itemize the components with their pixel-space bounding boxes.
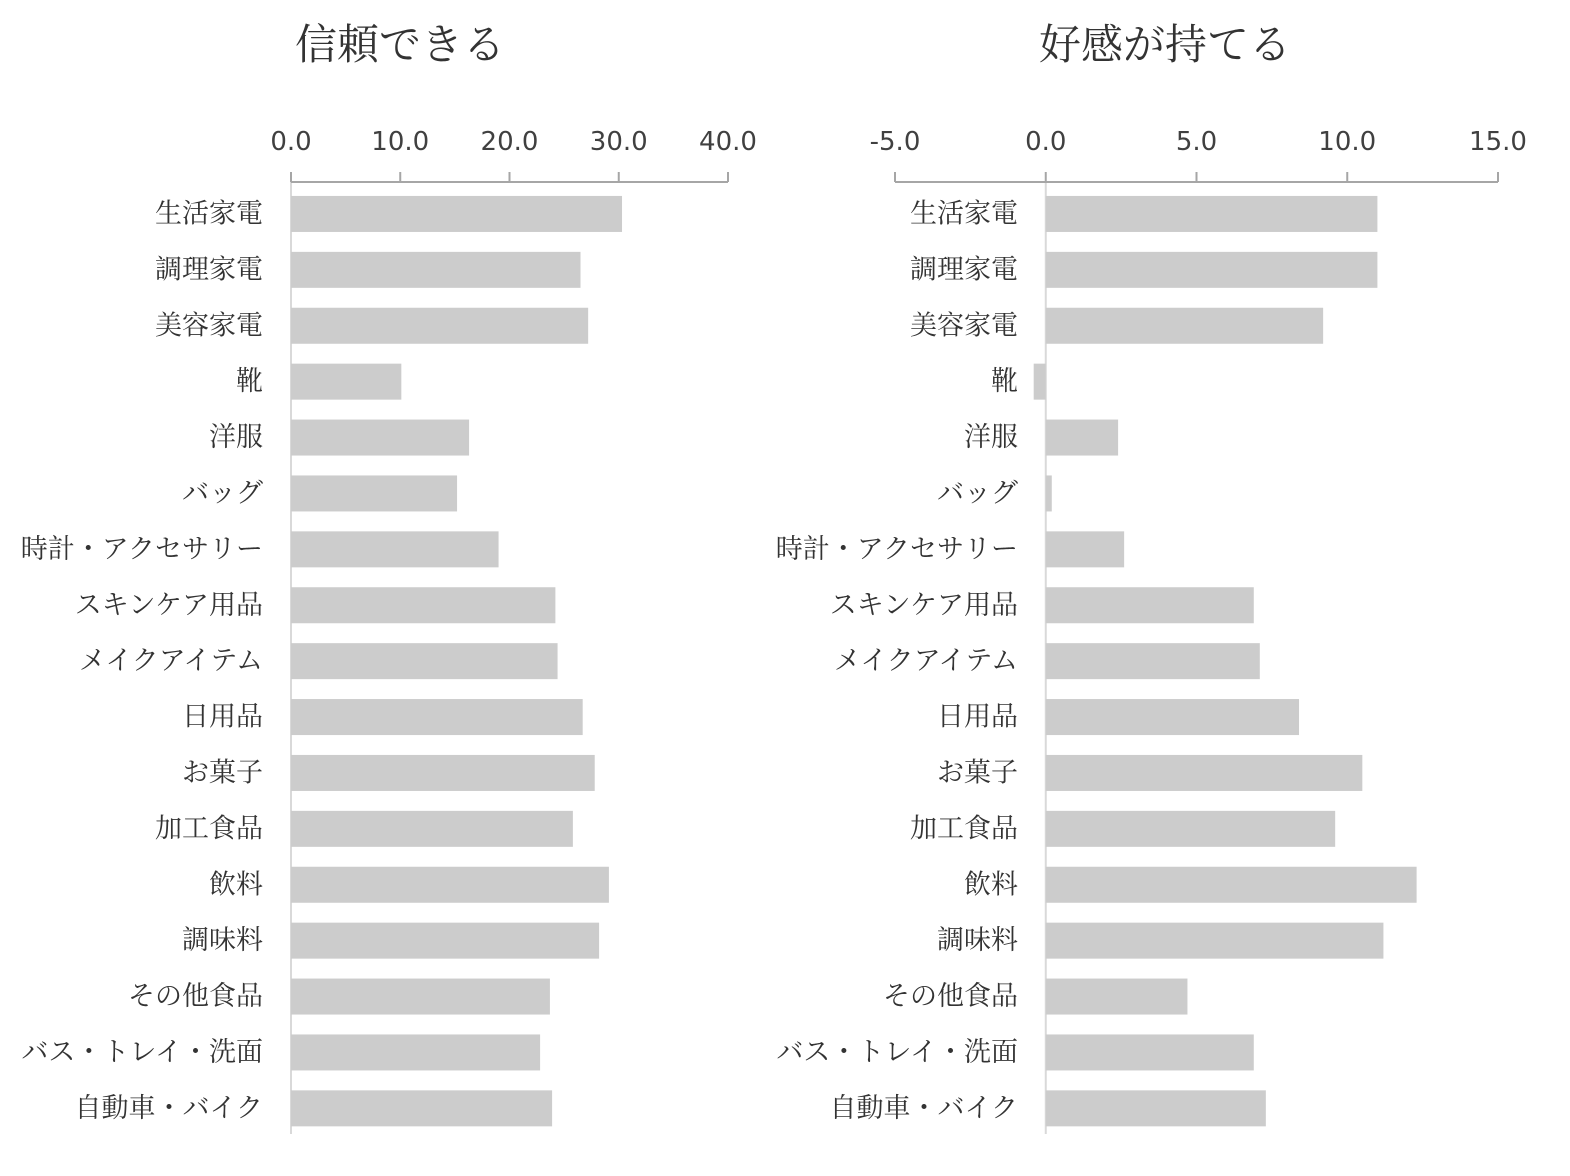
category-label: バス・トレイ・洗面 (21, 1036, 263, 1068)
chart-favorable (775, 0, 1570, 1176)
bar (1046, 196, 1378, 232)
category-label: メイクアイテム (833, 645, 1018, 677)
bar (1046, 1090, 1266, 1126)
bar (1046, 587, 1254, 623)
bar (291, 979, 550, 1015)
x-tick-label: 0.0 (1025, 127, 1067, 157)
category-label: バス・トレイ・洗面 (776, 1036, 1018, 1068)
category-label: 加工食品 (910, 813, 1018, 845)
bar (1046, 867, 1417, 903)
bar (291, 308, 588, 344)
category-label: 靴 (236, 366, 263, 398)
chart-plot (0, 0, 780, 1176)
bar (1046, 699, 1299, 735)
category-label: 生活家電 (910, 198, 1018, 230)
x-tick-label: 20.0 (480, 127, 539, 157)
bar (1046, 252, 1378, 288)
category-label: 加工食品 (155, 813, 263, 845)
category-label: スキンケア用品 (74, 589, 263, 621)
category-label: 日用品 (937, 701, 1018, 733)
category-label: お菓子 (937, 757, 1018, 789)
category-label: その他食品 (128, 981, 263, 1013)
category-label: 自動車・バイク (829, 1092, 1018, 1124)
chart-title: 信頼できる (294, 20, 505, 69)
category-label: 自動車・バイク (74, 1092, 263, 1124)
bar (291, 811, 573, 847)
chart-trustworthy (0, 0, 780, 1176)
bar (1046, 643, 1260, 679)
bar (291, 252, 581, 288)
bar (291, 196, 622, 232)
x-tick-label: 40.0 (699, 127, 757, 157)
bar (1046, 1034, 1254, 1070)
category-label: 飲料 (209, 869, 263, 901)
bar (291, 475, 457, 511)
category-label: 洋服 (964, 422, 1018, 454)
bar (291, 364, 401, 400)
bar (1046, 308, 1323, 344)
category-label: 時計・アクセサリー (20, 533, 263, 565)
bar (1034, 364, 1046, 400)
bar (291, 420, 469, 456)
x-tick-label: 15.0 (1469, 127, 1527, 157)
category-label: お菓子 (182, 757, 263, 789)
bar (291, 587, 555, 623)
category-label: バッグ (182, 477, 263, 509)
category-label: 飲料 (964, 869, 1018, 901)
category-label: 調理家電 (910, 254, 1018, 286)
x-tick-label: 0.0 (270, 127, 312, 157)
bar (291, 1034, 540, 1070)
bar (1046, 475, 1052, 511)
x-tick-label: 10.0 (371, 127, 430, 157)
bar (291, 699, 583, 735)
category-label: 靴 (991, 366, 1018, 398)
x-tick-label: 5.0 (1175, 127, 1218, 157)
bar (1046, 420, 1118, 456)
x-tick-label: 10.0 (1318, 127, 1377, 157)
category-label: 日用品 (182, 701, 263, 733)
bar (1046, 979, 1188, 1015)
category-label: スキンケア用品 (829, 589, 1018, 621)
category-label: 調理家電 (155, 254, 263, 286)
category-label: 美容家電 (155, 310, 263, 342)
bar (291, 867, 609, 903)
category-label: バッグ (937, 477, 1018, 509)
bar (291, 755, 595, 791)
category-label: 生活家電 (155, 198, 263, 230)
chart-plot (775, 0, 1570, 1176)
bar (291, 643, 558, 679)
category-label: 時計・アクセサリー (775, 533, 1018, 565)
chart-title: 好感が持てる (1038, 20, 1291, 69)
x-tick-label: -5.0 (869, 127, 921, 157)
category-label: メイクアイテム (78, 645, 263, 677)
bar (1046, 923, 1384, 959)
category-label: 洋服 (209, 422, 263, 454)
category-label: 調味料 (182, 925, 263, 957)
bar (1046, 531, 1124, 567)
category-label: 調味料 (937, 925, 1018, 957)
bar (291, 923, 599, 959)
category-label: その他食品 (883, 981, 1018, 1013)
bar (1046, 755, 1363, 791)
bar (291, 531, 499, 567)
bar (1046, 811, 1335, 847)
category-label: 美容家電 (910, 310, 1018, 342)
x-tick-label: 30.0 (589, 127, 648, 157)
bar (291, 1090, 552, 1126)
